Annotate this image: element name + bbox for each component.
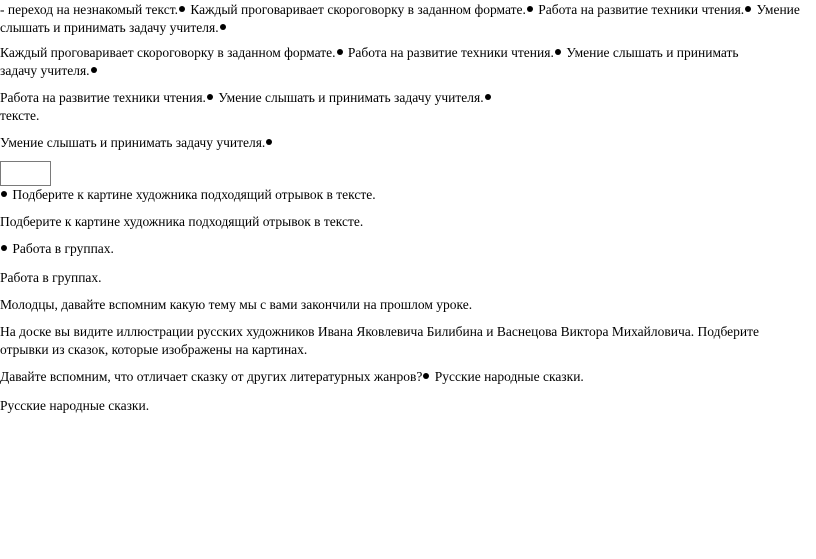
text-segment: Русские народные сказки. <box>0 398 150 413</box>
bullet-icon <box>745 6 751 12</box>
paragraph-1 <box>0 1 800 37</box>
paragraph-12 <box>0 397 800 415</box>
text-segment: тексте. <box>0 108 40 123</box>
bullet-icon <box>1 191 7 197</box>
paragraph-7 <box>0 240 800 258</box>
paragraph-8 <box>0 269 800 287</box>
text-segment: Умение слышать и принимать задачу учителя. <box>0 45 739 78</box>
bullet-icon <box>527 6 533 12</box>
text-segment: Подберите к картине художника подходящий отрывок в тексте. <box>9 187 376 202</box>
text-segment: Русские народные сказки. <box>431 369 584 384</box>
text-segment: Работа на развитие техники чтения. <box>344 45 554 60</box>
paragraph-2 <box>0 44 760 80</box>
paragraph-5 <box>0 186 800 204</box>
text-segment: Работа в группах. <box>0 270 102 285</box>
paragraph-3 <box>0 89 800 125</box>
paragraph-11 <box>0 368 800 386</box>
text-segment: - переход на незнакомый текст. <box>0 2 178 17</box>
text-segment: Умение слышать и принимать задачу учителя. <box>0 2 800 35</box>
text-segment: Работа на развитие техники чтения. <box>534 2 745 17</box>
bullet-icon <box>485 94 491 100</box>
paragraph-4 <box>0 134 800 152</box>
bullet-icon <box>220 24 226 30</box>
empty-box <box>0 161 51 186</box>
text-segment: Работа на развитие техники чтения. <box>0 90 206 105</box>
text-segment: Каждый проговаривает скороговорку в заданном формате. <box>186 2 526 17</box>
text-segment: Работа в группах. <box>9 241 114 256</box>
paragraph-9 <box>0 296 800 314</box>
bullet-icon <box>423 373 429 379</box>
bullet-icon <box>179 6 185 12</box>
text-segment: Умение слышать и принимать задачу учителя. <box>0 135 266 150</box>
text-segment: На доске вы видите иллюстрации русских художников Ивана Яковлевича Билибина и Васнецова Виктора Михайловича. Подберите отрывки из сказок, которые изображены на картинах. <box>0 324 760 357</box>
text-segment: Умение слышать и принимать задачу учителя. <box>214 90 484 105</box>
text-segment: Подберите к картине художника подходящий отрывок в тексте. <box>0 214 364 229</box>
paragraph-6 <box>0 213 800 231</box>
paragraph-10 <box>0 323 790 359</box>
text-segment: Давайте вспомним, что отличает сказку от других литературных жанров? <box>0 369 423 384</box>
bullet-icon <box>207 94 213 100</box>
bullet-icon <box>91 67 97 73</box>
bullet-icon <box>555 49 561 55</box>
bullet-icon <box>337 49 343 55</box>
bullet-icon <box>1 245 7 251</box>
text-segment: Молодцы, давайте вспомним какую тему мы с вами закончили на прошлом уроке. <box>0 297 473 312</box>
text-segment: Каждый проговаривает скороговорку в заданном формате. <box>0 45 336 60</box>
bullet-icon <box>266 139 272 145</box>
